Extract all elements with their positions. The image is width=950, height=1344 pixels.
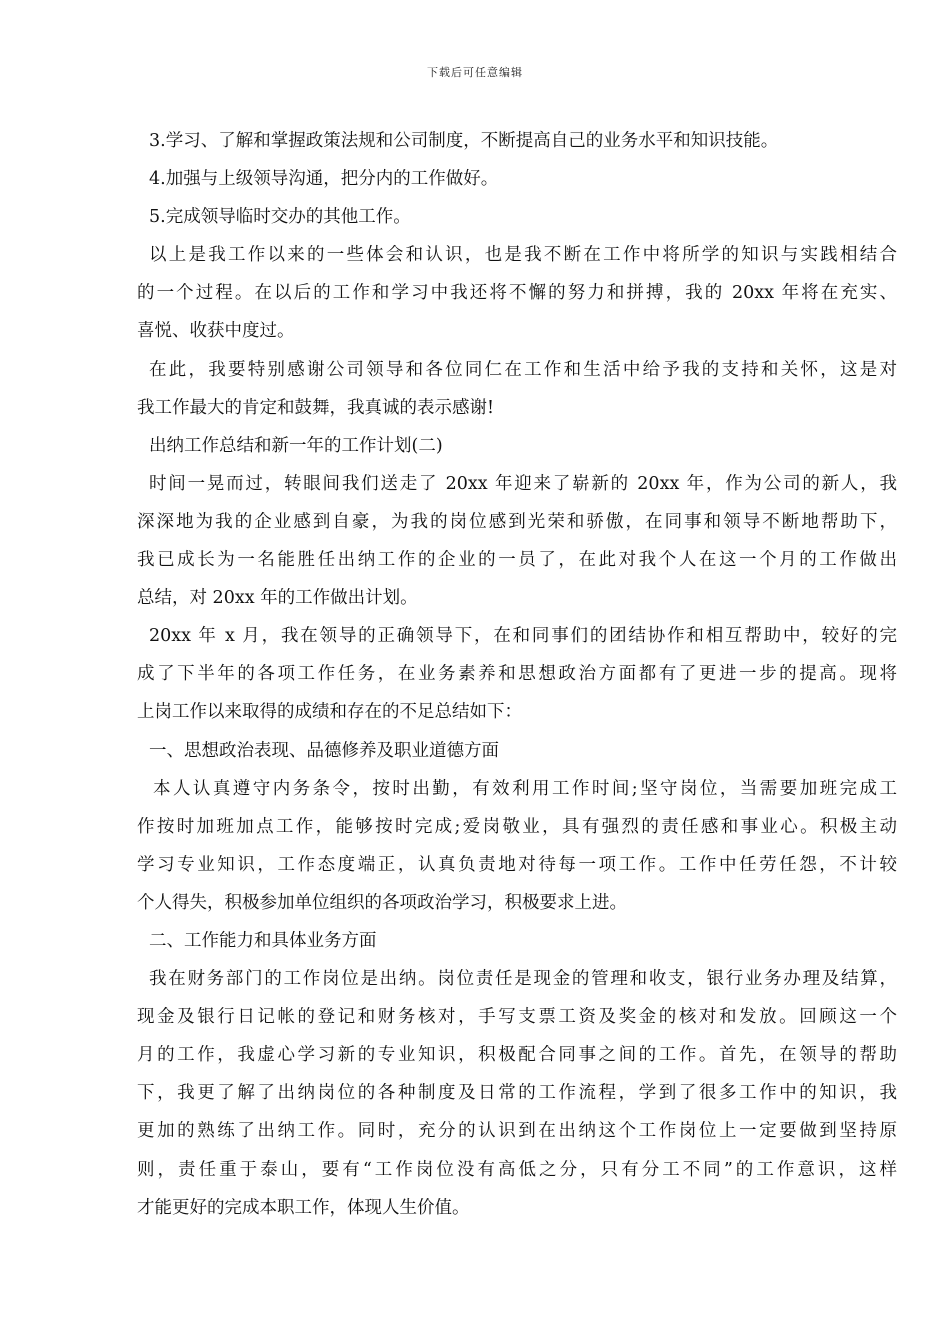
- text-line: 成了下半年的各项工作任务，在业务素养和思想政治方面都有了更进一步的提高。现将: [137, 664, 897, 685]
- text-line: 的一个过程。在以后的工作和学习中我还将不懈的努力和拼搏，我的 20xx 年将在充实、: [137, 283, 897, 304]
- text-line: 3.学习、了解和掌握政策法规和公司制度，不断提高自己的业务水平和知识技能。: [149, 131, 779, 151]
- text-line: 现金及银行日记帐的登记和财务核对，手写支票工资及奖金的核对和发放。回顾这一个: [137, 1007, 897, 1028]
- text-line: 本人认真遵守内务条令，按时出勤，有效利用工作时间;坚守岗位，当需要加班完成工: [153, 778, 897, 799]
- text-line: 上岗工作以来取得的成绩和存在的不足总结如下：: [137, 702, 522, 723]
- text-line: 在此，我要特别感谢公司领导和各位同仁在工作和生活中给予我的支持和关怀，这是对: [149, 359, 897, 380]
- text-line: 学习专业知识，工作态度端正，认真负责地对待每一项工作。工作中任劳任怨，不计较: [137, 854, 897, 875]
- text-line: 二、工作能力和具体业务方面: [149, 930, 377, 951]
- text-line: 深深地为我的企业感到自豪，为我的岗位感到光荣和骄傲，在同事和领导不断地帮助下，: [137, 511, 897, 532]
- text-line: 个人得失，积极参加单位组织的各项政治学习，积极要求上进。: [137, 892, 627, 913]
- text-line: 月的工作，我虚心学习新的专业知识，积极配合同事之间的工作。首先，在领导的帮助: [137, 1045, 897, 1066]
- document-body: [137, 122, 897, 1227]
- text-line: 20xx 年 x 月，我在领导的正确领导下，在和同事们的团结协作和相互帮助中，较好的完: [149, 626, 897, 647]
- text-line: 时间一晃而过，转眼间我们送走了 20xx 年迎来了崭新的 20xx 年，作为公司的新人，我: [149, 473, 897, 494]
- page-header: 下载后可任意编辑: [427, 66, 523, 79]
- text-line: 更加的熟练了出纳工作。同时，充分的认识到在出纳这个工作岗位上一定要做到坚持原: [137, 1121, 897, 1142]
- text-line: 则，责任重于泰山，要有“工作岗位没有高低之分，只有分工不同”的工作意识，这样: [137, 1159, 897, 1180]
- text-line: 下，我更了解了出纳岗位的各种制度及日常的工作流程，学到了很多工作中的知识，我: [137, 1083, 897, 1104]
- text-line: 一、思想政治表现、品德修养及职业道德方面: [149, 740, 499, 761]
- text-line: 以上是我工作以来的一些体会和认识，也是我不断在工作中将所学的知识与实践相结合: [149, 245, 897, 266]
- text-line: 才能更好的完成本职工作，体现人生价值。: [137, 1197, 470, 1218]
- text-line: 出纳工作总结和新一年的工作计划(二): [149, 435, 443, 456]
- text-line: 我在财务部门的工作岗位是出纳。岗位责任是现金的管理和收支，银行业务办理及结算，: [149, 969, 897, 990]
- text-line: 我工作最大的肯定和鼓舞，我真诚的表示感谢!: [137, 397, 495, 418]
- text-line: 我已成长为一名能胜任出纳工作的企业的一员了，在此对我个人在这一个月的工作做出: [137, 550, 897, 571]
- text-line: 4.加强与上级领导沟通，把分内的工作做好。: [149, 169, 499, 190]
- text-line: 作按时加班加点工作，能够按时完成;爱岗敬业，具有强烈的责任感和事业心。积极主动: [137, 816, 897, 837]
- text-line: 5.完成领导临时交办的其他工作。: [149, 207, 411, 228]
- text-line: 喜悦、收获中度过。: [137, 321, 295, 342]
- text-line: 总结，对 20xx 年的工作做出计划。: [137, 588, 418, 609]
